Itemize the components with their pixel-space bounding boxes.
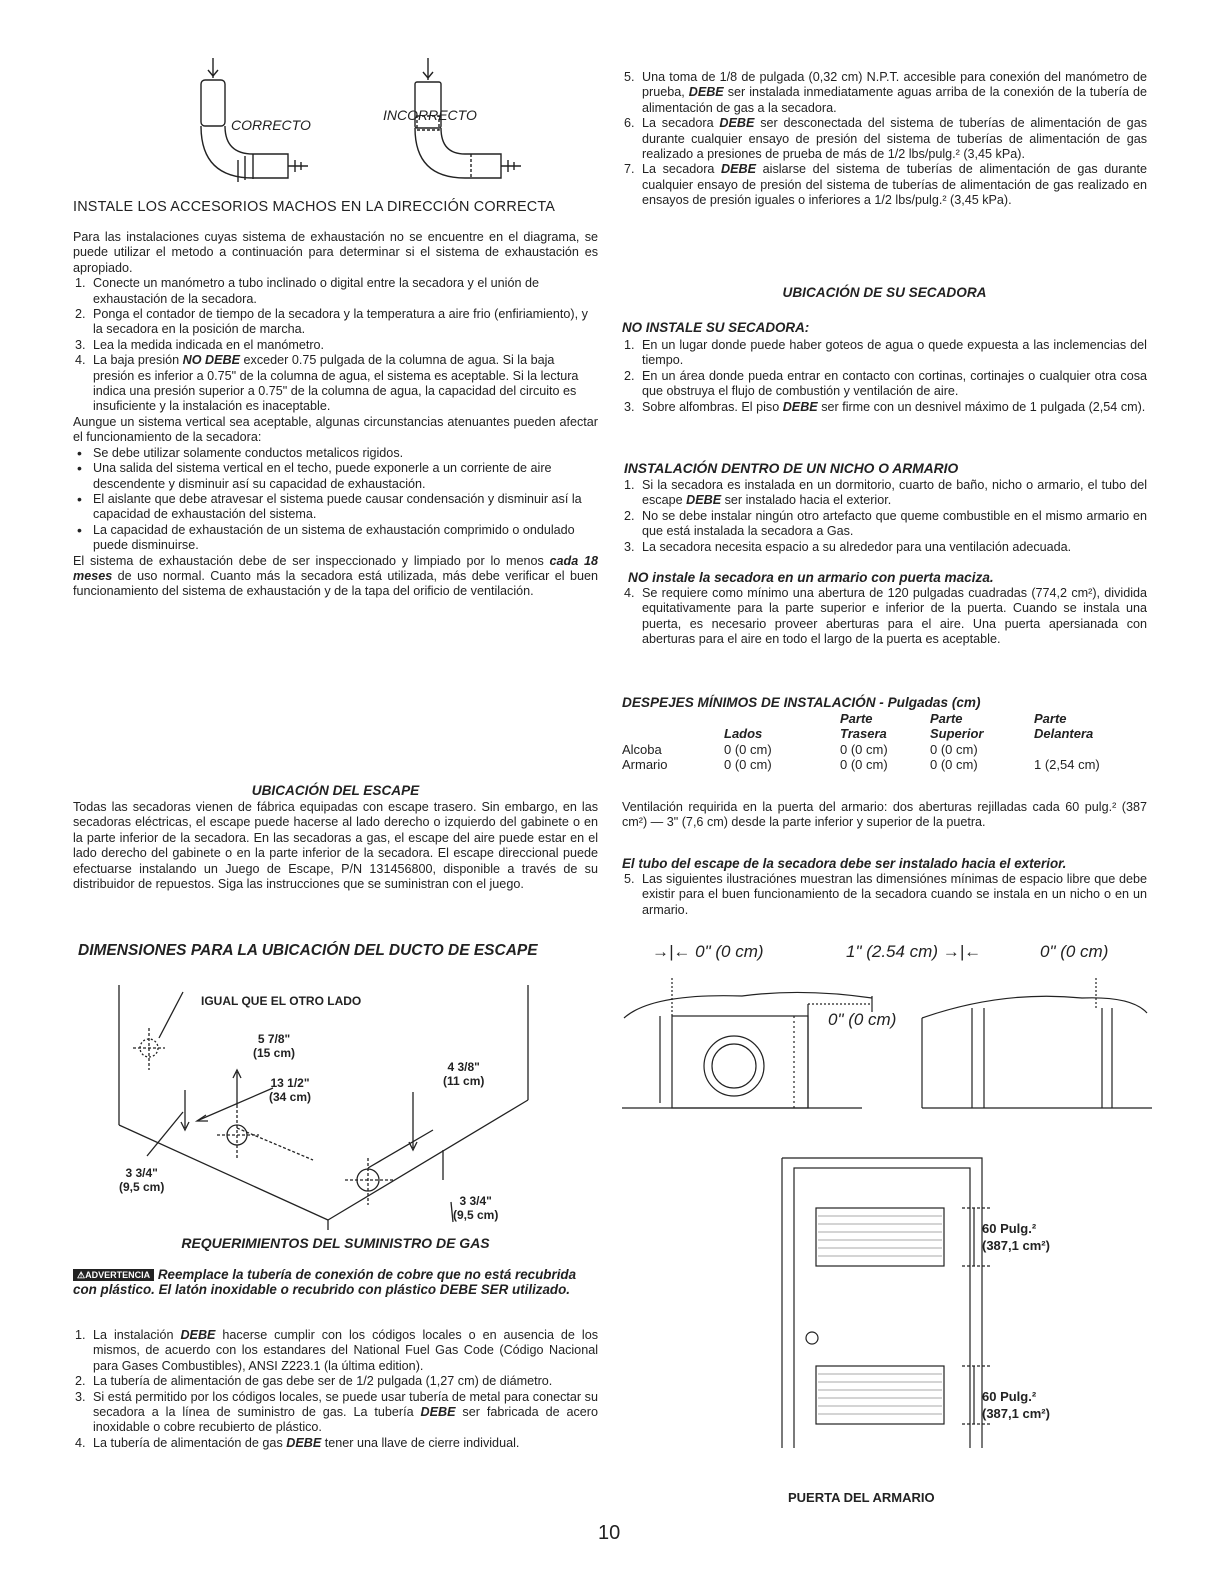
alcove-list [622, 478, 1147, 555]
exterior-note: El tubo del escape de la secadora debe ser instalado hacia el exterior. [622, 856, 1067, 871]
table-row: Armario 0 (0 cm) 0 (0 cm) 0 (0 cm) 1 (2,54 cm) [622, 757, 1100, 773]
list-item: 3. Lea la medida indicada en el manómetro. [75, 337, 325, 352]
table-header-row: Lados Trasera Superior Delantera [724, 726, 1094, 742]
right-clearance-label: 0" (0 cm) [1040, 942, 1109, 961]
clearances-table [622, 711, 1134, 773]
door-caption: PUERTA DEL ARMARIO [788, 1490, 935, 1505]
alcove-heading: INSTALACIÓN DENTRO DE UN NICHO O ARMARIO [624, 461, 959, 476]
list-item: 2. Ponga el contador de tiempo de la secadora y la temperatura a aire frio (enfiriamiento), y la secadora en la posición de marcha. [75, 307, 588, 337]
list-item: 2. No se debe instalar ningún otro artefacto que queme combustible en el mismo armario en que está instalada la secadora a Gas. [624, 508, 1147, 539]
incorrect-label: INCORRECTO [383, 107, 477, 123]
exhaust-paragraph: Todas las secadoras vienen de fábrica equipadas con escape trasero. Sin embargo, en las secadoras eléctricas, el escape puede hacerse al lado derecho o izquierdo del gabinete o en la parte inferior de la secadora. En las secadoras a gas, el escape del aire puede estar en el lado derecho del gabinete o en la parte inferior de la secadora. El escape direccional puede efectuarse instalando un Juego de Escape, P/N 131456800, disponible a través de su distribuidor de repuestos. Siga las instrucciones que se suministran con el juego. [73, 800, 598, 892]
exhaust-dims-diagram [113, 980, 563, 1230]
top-clearance-label: 0" (0 cm) [828, 1010, 897, 1029]
list-item: 5. Una toma de 1/8 de pulgada (0,32 cm) N.P.T. accesible para conexión del manómetro de prueba, DEBE ser instalada inmediatamente aguas arriba de la conexión de la tubería de alimentación de gas a la secadora. [624, 70, 1147, 115]
vent-bottom-label: 60 Pulg.² (387,1 cm²) [982, 1389, 1050, 1421]
dims-heading: DIMENSIONES PARA LA UBICACIÓN DEL DUCTO DE ESCAPE [78, 942, 538, 959]
vertical-bullets [73, 446, 598, 554]
gas-warning: ⚠ADVERTENCIA Reemplace la tubería de conexión de cobre que no está recubrida con plástico. El latón inoxidable o recubrido con plástico DEBE SER utilizado. [73, 1267, 577, 1297]
gas-steps [73, 1328, 598, 1451]
table-header-row: Parte Parte Parte [840, 711, 1067, 726]
list-item: 6. La secadora DEBE ser desconectada del sistema de tuberías de alimentación de gas durante cualquier ensayo de presión del sistema de tuberías de alimentación de gas realizado a presiones de prueba de más de 1/2 lbs/pulg.² (3,45 kPa). [624, 116, 1147, 162]
list-item: 1. Conecte un manómetro a tubo inclinado o digital entre la secadora y el unión de exhaustación de la secadora. [75, 276, 539, 306]
alcove-list-4 [622, 586, 1147, 648]
left-clearance-label: →|← 0" (0 cm) [652, 942, 764, 961]
no-install-list [622, 338, 1147, 415]
exhaust-heading: UBICACIÓN DEL ESCAPE [251, 783, 420, 798]
list-item: 3. Sobre alfombras. El piso DEBE ser firme con un desnivel máximo de 1 pulgada (2,54 cm). [624, 399, 1146, 414]
vent-top-label: 60 Pulg.² (387,1 cm²) [982, 1221, 1050, 1253]
dim-3-3-4-right: 3 3/4" (9,5 cm) [453, 1194, 499, 1222]
clearances-heading: DESPEJES MÍNIMOS DE INSTALACIÓN - Pulgadas (cm) [622, 695, 981, 710]
illustration-note [622, 872, 1147, 918]
left-body [73, 230, 598, 600]
list-item: • El aislante que debe atravesar el sistema puede causar condensación y disminuir así la capacidad de exhaustación del sistema. [77, 490, 582, 522]
list-item: 1. En un lugar donde puede haber goteos de agua o quede expuesta a las inclemencias del tiempo. [624, 338, 1147, 368]
list-item: 1. Si la secadora es instalada en un dormitorio, cuarto de baño, nicho o armario, el tubo del escape DEBE ser instalado hacia el exterior. [624, 478, 1147, 508]
gas-steps-continued [622, 70, 1147, 209]
dim-3-3-4-left: 3 3/4" (9,5 cm) [119, 1166, 165, 1194]
page-number: 10 [598, 1522, 621, 1544]
same-side-label: IGUAL QUE EL OTRO LADO [201, 994, 362, 1008]
manometer-steps [73, 276, 598, 415]
dim-13-1-2: 13 1/2" (34 cm) [269, 1076, 312, 1104]
fittings-caption: INSTALE LOS ACCESORIOS MACHOS EN LA DIRECCIÓN CORRECTA [73, 199, 556, 215]
list-item: 7. La secadora DEBE aislarse del sistema de tuberías de alimentación de gas durante cualquier ensayo de presión del sistema de tuberías de alimentación de gas realizado en ensayos de presión iguales o inferiores a 1/2 lbs/pulg.² (3,45 kPa). [624, 162, 1147, 208]
clearance-illustration [622, 968, 1162, 1448]
list-item: 4. La baja presión NO DEBE exceder 0.75 pulgada de la columna de agua. Si la baja presión es inferior a 0.75" de la columna de agua, el sistema es aceptable. Si la lectura indica una presión superior a 0.75" de la columna de agua, la capacidad del circuito es insuficiente y la instalación es inaceptable. [75, 353, 579, 414]
list-item: 5. Las siguientes ilustraciónes muestran las dimensiónes mínimas de espacio libre que debe existir para el buen funcionamiento de la secadora cuando se instala en un nicho o en un armario. [624, 872, 1147, 917]
gas-heading: REQUERIMIENTOS DEL SUMINISTRO DE GAS [181, 1235, 490, 1251]
list-item: 4. Se requiere como mínimo una abertura de 120 pulgadas cuadradas (774,2 cm²), dividida equitativamente para la parte superior e inferior de la puerta. Cuando se instala una puerta, es necesario proveer aberturas para el aire. Una puerta apersianada con aberturas para el aire en todo el largo de la puerta es aceptable. [624, 586, 1147, 647]
intro-paragraph: Para las instalaciones cuyas sistema de exhaustación no se encuentre en el diagrama, se puede utilizar el metodo a continuación para determinar si el sistema de exhaustación es apropiado. [73, 230, 598, 275]
dim-4-3-8: 4 3/8" (11 cm) [443, 1060, 485, 1088]
list-item: 3. La secadora necesita espacio a su alrededor para una ventilación adecuada. [624, 539, 1072, 554]
list-item: 2. La tubería de alimentación de gas debe ser de 1/2 pulgada (1,27 cm) de diámetro. [75, 1374, 553, 1389]
no-install-heading: NO INSTALE SU SECADORA: [622, 320, 810, 335]
mid-clearance-label: 1" (2.54 cm) →|← [846, 942, 982, 961]
list-item: 4. La tubería de alimentación de gas DEBE tener una llave de cierre individual. [75, 1435, 520, 1450]
list-item: 3. Si está permitido por los códigos locales, se puede usar tubería de metal para conectar su secadora a la línea de suministro de gas. La tubería DEBE ser fabricada de acero inoxidable o cobre recubierto de plástico. [75, 1389, 598, 1435]
warning-badge: ⚠ADVERTENCIA [73, 1269, 154, 1281]
vertical-intro: Aungue un sistema vertical sea aceptable, algunas circunstancias atenuantes pueden afectar el funcionamiento de la secadora: [73, 414, 598, 445]
location-heading: UBICACIÓN DE SU SECADORA [782, 285, 987, 300]
table-row: Alcoba 0 (0 cm) 0 (0 cm) 0 (0 cm) [622, 741, 978, 757]
inspect-paragraph: El sistema de exhaustación debe de ser inspeccionado y limpiado por lo menos cada 18 meses de uso normal. Cuanto más la secadora está utilizada, más debe verificar el buen funcionamiento del sistema de exhaustación y de la tapa del orificio de ventilación. [73, 553, 598, 599]
correct-label: CORRECTO [231, 117, 311, 133]
vent-paragraph: Ventilación requirida en la puerta del armario: dos aberturas rejilladas cada 60 pulg.² (387 cm²) — 3" (7,6 cm) desde la parte inferior y superior de la puetra. [622, 800, 1147, 830]
list-item: 1. La instalación DEBE hacerse cumplir con los códigos locales o en ausencia de los mismos, de acuerdo con los estandares del National Fuel Gas Code (Código Nacional para Gases Combustibles), ANSI Z223.1 (la última edition). [75, 1328, 599, 1373]
no-closet-warning: NO instale la secadora en un armario con puerta maciza. [628, 570, 994, 585]
list-item: • La capacidad de exhaustación de un sistema de exhaustación comprimido o ondulado puede disminuirse. [77, 521, 575, 553]
list-item: • Se debe utilizar solamente conductos metalicos rigidos. [77, 444, 404, 461]
list-item: • Una salida del sistema vertical en el techo, puede exponerle a un corriente de aire descendente y disminuir así su capacidad de exhaustación. [77, 460, 552, 491]
list-item: 2. En un área donde pueda entrar en contacto con cortinas, cortinajes o cualquier otra cosa que obstruya el flujo de combustión y ventilación de aire. [624, 368, 1147, 399]
dim-5-7-8: 5 7/8" (15 cm) [253, 1032, 296, 1060]
